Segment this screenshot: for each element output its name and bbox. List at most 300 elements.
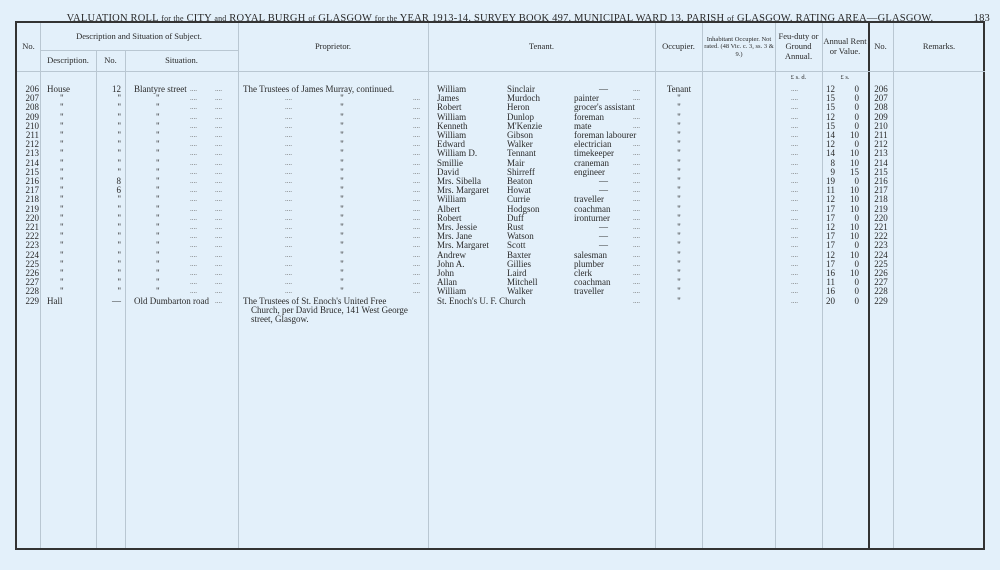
dots: .... <box>285 223 292 231</box>
num-cell: " <box>117 286 121 297</box>
description-cell: " <box>60 139 64 150</box>
table-row <box>17 205 987 214</box>
dots: .... <box>413 158 420 167</box>
dots: .... <box>215 94 222 103</box>
num-cell: " <box>117 111 121 122</box>
occr-cell: " <box>677 130 681 140</box>
description-cell: " <box>60 231 64 242</box>
last-cell: Walker <box>507 286 533 297</box>
dots: .... <box>285 232 292 241</box>
dots: .... <box>791 149 798 158</box>
s-cell: 0 <box>854 84 859 94</box>
proprietor-continuation: street, Glasgow. <box>251 314 309 324</box>
dots: .... <box>190 204 197 213</box>
dots: .... <box>633 94 640 103</box>
first-cell: William <box>437 286 467 297</box>
occ-cell: mate <box>574 120 592 131</box>
table-row <box>17 232 987 241</box>
s-cell: 10 <box>850 185 859 196</box>
l-cell: 17 <box>826 258 835 269</box>
proprietor-cell: " <box>340 286 344 297</box>
dots: .... <box>190 158 197 167</box>
dots: .... <box>413 287 420 296</box>
row-number-right: 220 <box>874 212 888 223</box>
num-cell: " <box>117 166 121 177</box>
occupation-cell: — <box>599 84 608 94</box>
dots: .... <box>633 250 640 259</box>
proprietor-continuation: Church, per David Bruce, 141 West George <box>251 304 408 315</box>
last-cell: Walker <box>507 139 533 150</box>
description-cell: " <box>60 286 64 297</box>
no-cell: 215 <box>25 166 39 177</box>
dots: .... <box>215 250 222 259</box>
situation-cell: " <box>156 130 160 140</box>
table-row <box>17 149 987 158</box>
last-cell: Heron <box>507 102 530 113</box>
num-cell: " <box>117 258 121 269</box>
l-cell: 16 <box>826 286 835 297</box>
row-number-right: 226 <box>874 268 888 278</box>
situation-cell: " <box>156 277 160 288</box>
header-occupier: Occupier. <box>662 41 695 52</box>
dots: .... <box>190 250 197 259</box>
header-no-right: No. <box>874 41 887 52</box>
s-cell: 10 <box>850 203 859 214</box>
dots: .... <box>413 232 420 241</box>
dots: .... <box>413 204 420 213</box>
first-cell: David <box>437 166 459 177</box>
last-cell: Scott <box>507 240 526 251</box>
last-cell: Hodgson <box>507 203 540 214</box>
l-cell: 12 <box>826 249 835 260</box>
row-number-right: 213 <box>874 148 888 159</box>
description-cell: " <box>60 176 64 186</box>
proprietor-cell: " <box>340 231 344 242</box>
last-cell: Howat <box>507 185 531 196</box>
occr-cell: " <box>677 231 681 242</box>
dots: .... <box>413 177 420 185</box>
occr-cell: " <box>677 286 681 297</box>
dots: .... <box>791 278 798 287</box>
l-cell: 12 <box>826 222 835 232</box>
dots: .... <box>791 287 798 296</box>
situation-cell: " <box>156 176 160 186</box>
table-row <box>17 241 987 250</box>
last-cell: Dunlop <box>507 111 534 122</box>
first-cell: William <box>437 194 467 205</box>
occr-cell: " <box>677 166 681 177</box>
no-cell: 221 <box>25 222 39 232</box>
row-number-right: 207 <box>874 93 888 104</box>
num-cell: — <box>112 295 121 306</box>
dots: .... <box>285 167 292 176</box>
dots: .... <box>285 287 292 296</box>
proprietor-cell: " <box>340 157 344 168</box>
l-cell: 17 <box>826 231 835 242</box>
no-cell: 214 <box>25 157 39 168</box>
no-cell: 206 <box>25 84 39 94</box>
dots: .... <box>413 259 420 268</box>
num-cell: " <box>117 212 121 223</box>
no-cell: 219 <box>25 203 39 214</box>
no-cell: 216 <box>25 176 39 186</box>
l-cell: 14 <box>826 130 835 140</box>
table-row <box>17 214 987 223</box>
dots: .... <box>413 278 420 287</box>
table-row <box>17 223 987 232</box>
dots: .... <box>215 158 222 167</box>
description-cell: " <box>60 130 64 140</box>
situation-cell: " <box>156 185 160 196</box>
proprietor-cell: " <box>340 93 344 104</box>
dots: .... <box>791 259 798 268</box>
dots: .... <box>413 269 420 277</box>
occupation-cell: — <box>599 185 608 196</box>
rent-units: £ s. <box>840 73 850 81</box>
no-cell: 228 <box>25 286 39 297</box>
table-row <box>17 159 987 168</box>
dots: .... <box>215 223 222 231</box>
num-cell: " <box>117 148 121 159</box>
header-annual-rent: Annual Rent or Value. <box>823 36 867 56</box>
dots: .... <box>413 213 420 222</box>
last-cell: Rust <box>507 222 524 232</box>
occ-cell: foreman <box>574 111 604 122</box>
occr-cell: " <box>677 111 681 122</box>
dots: .... <box>215 269 222 277</box>
dots: .... <box>190 112 197 121</box>
dots: .... <box>791 204 798 213</box>
dots: .... <box>285 259 292 268</box>
dots: .... <box>791 140 798 149</box>
dots: .... <box>633 213 640 222</box>
num-cell: " <box>117 203 121 214</box>
num-cell: " <box>117 157 121 168</box>
s-cell: 0 <box>854 240 859 251</box>
table-row <box>17 122 987 131</box>
header-tenant: Tenant. <box>528 41 555 52</box>
no-cell: 210 <box>25 120 39 131</box>
s-cell: 0 <box>854 286 859 297</box>
row-number-right: 228 <box>874 286 888 297</box>
table-row <box>17 140 987 149</box>
num-cell: " <box>117 120 121 131</box>
dots: .... <box>285 278 292 287</box>
num-cell: " <box>117 102 121 113</box>
situation-cell: " <box>156 111 160 122</box>
dots: .... <box>633 195 640 204</box>
proprietor-cell: " <box>340 249 344 260</box>
situation-cell: " <box>156 203 160 214</box>
last-cell: M'Kenzie <box>507 120 543 131</box>
dots: .... <box>413 223 420 231</box>
desc-cell: House <box>47 84 70 94</box>
description-cell: " <box>60 102 64 113</box>
table-row <box>17 177 987 186</box>
occ-cell: salesman <box>574 249 607 260</box>
l-cell: 15 <box>826 102 835 113</box>
dots: .... <box>791 296 798 305</box>
occ-cell: clerk <box>574 268 592 278</box>
row-number-right: 209 <box>874 111 888 122</box>
table-row <box>17 85 987 94</box>
situation-cell: " <box>156 249 160 260</box>
no-cell: 225 <box>25 258 39 269</box>
occr-cell: " <box>677 157 681 168</box>
occ-cell: timekeeper <box>574 148 614 159</box>
first-cell: Smillie <box>437 157 464 168</box>
header-description-group: Description and Situation of Subject. <box>76 30 202 41</box>
dots: .... <box>215 149 222 158</box>
proprietor-cell: " <box>340 258 344 269</box>
num-cell: 12 <box>112 84 121 94</box>
dots: .... <box>633 204 640 213</box>
no-cell: 212 <box>25 139 39 150</box>
dots: .... <box>215 195 222 204</box>
dots: .... <box>413 149 420 158</box>
num-cell: 8 <box>116 176 121 186</box>
dots: .... <box>791 85 798 93</box>
proprietor-cell: " <box>340 212 344 223</box>
occ-cell: plumber <box>574 258 604 269</box>
occ-cell: craneman <box>574 157 609 168</box>
s-cell: 0 <box>854 212 859 223</box>
dots: .... <box>215 232 222 241</box>
last-cell: Shirreff <box>507 166 535 177</box>
l-cell: 11 <box>826 277 835 288</box>
occr-cell: " <box>677 249 681 260</box>
last-cell: Mitchell <box>507 277 538 288</box>
dots: .... <box>413 94 420 103</box>
s-cell: 10 <box>850 157 859 168</box>
first-cell: Mrs. Margaret <box>437 185 489 196</box>
dots: .... <box>791 186 798 195</box>
table-row <box>17 269 987 278</box>
description-cell: " <box>60 148 64 159</box>
occr-cell: " <box>677 139 681 150</box>
situation-cell: " <box>156 194 160 205</box>
occr-cell: " <box>677 258 681 269</box>
dots: .... <box>285 213 292 222</box>
row-number-right: 223 <box>874 240 888 251</box>
dots: .... <box>190 103 197 112</box>
dots: .... <box>633 140 640 149</box>
first-cell: John A. <box>437 258 465 269</box>
dots: .... <box>791 213 798 222</box>
header-inhabitant-occupier: Inhabitant Occupier. Not rated. (48 Vic. c. 3, ss. 3 & 9.) <box>704 35 774 58</box>
first-cell: Mrs. Jessie <box>437 222 477 232</box>
dots: .... <box>285 140 292 149</box>
table-row <box>17 260 987 269</box>
occr-cell: " <box>677 120 681 131</box>
l-cell: 19 <box>826 176 835 186</box>
desc-cell: Hall <box>47 295 63 306</box>
dots: .... <box>215 278 222 287</box>
table-row <box>17 195 987 204</box>
dots: .... <box>215 103 222 112</box>
s-cell: 10 <box>850 194 859 205</box>
dots: .... <box>633 158 640 167</box>
proprietor-cell: " <box>340 139 344 150</box>
dots: .... <box>413 121 420 130</box>
l-cell: 12 <box>826 194 835 205</box>
occr-cell: " <box>677 203 681 214</box>
description-cell: " <box>60 120 64 131</box>
description-cell: " <box>60 166 64 177</box>
first-cell: Mrs. Margaret <box>437 240 489 251</box>
sit-cell: Blantyre street <box>134 84 187 94</box>
occ-cell: traveller <box>574 286 604 297</box>
description-cell: " <box>60 222 64 232</box>
table-row <box>17 168 987 177</box>
last-cell: Sinclair <box>507 84 535 94</box>
last-cell: Watson <box>507 231 534 242</box>
dots: .... <box>285 269 292 277</box>
dots: .... <box>413 131 420 139</box>
table-row <box>17 251 987 260</box>
row-number-right: 224 <box>874 249 888 260</box>
s-cell: 0 <box>854 295 859 306</box>
table-row <box>17 103 987 112</box>
dots: .... <box>791 167 798 176</box>
occr-cell: " <box>677 176 681 186</box>
row-number-right: 206 <box>874 84 888 94</box>
description-cell: " <box>60 258 64 269</box>
description-cell: " <box>60 268 64 278</box>
header-description: Description. <box>47 54 89 65</box>
dots: .... <box>285 186 292 195</box>
header-number: No. <box>104 54 117 65</box>
dots: .... <box>285 177 292 185</box>
no-cell: 209 <box>25 111 39 122</box>
situation-cell: " <box>156 268 160 278</box>
row-number-right: 229 <box>874 295 888 306</box>
table-row <box>17 131 987 140</box>
dots: .... <box>413 250 420 259</box>
dots: .... <box>791 112 798 121</box>
dots: .... <box>190 149 197 158</box>
occr-cell: " <box>677 148 681 159</box>
dots: .... <box>633 278 640 287</box>
situation-cell: " <box>156 212 160 223</box>
occr-cell: " <box>677 185 681 196</box>
description-cell: " <box>60 93 64 104</box>
situation-cell: " <box>156 240 160 251</box>
occr-cell: " <box>677 277 681 288</box>
row-number-right: 219 <box>874 203 888 214</box>
situation-cell: " <box>156 286 160 297</box>
occr-cell: " <box>677 295 681 306</box>
dots: .... <box>413 195 420 204</box>
header-no: No. <box>22 41 35 52</box>
dots: .... <box>215 177 222 185</box>
dots: .... <box>633 85 640 93</box>
occr-cell: Tenant <box>666 84 692 94</box>
dots: .... <box>190 85 197 93</box>
first-cell: Mrs. Jane <box>437 231 472 242</box>
dots: .... <box>791 241 798 250</box>
dots: .... <box>190 278 197 287</box>
proprietor-cell: " <box>340 194 344 205</box>
dots: .... <box>215 259 222 268</box>
row-number-right: 212 <box>874 139 888 150</box>
row-number-right: 221 <box>874 222 888 232</box>
dots: .... <box>633 259 640 268</box>
dots: .... <box>215 296 222 305</box>
l-cell: 9 <box>830 166 835 177</box>
first-cell: James <box>437 93 459 104</box>
situation-cell: " <box>156 157 160 168</box>
proprietor-cell: The Trustees of James Murray, continued. <box>243 84 395 94</box>
proprietor-cell: " <box>340 148 344 159</box>
first-cell: Albert <box>437 203 460 214</box>
dots: .... <box>413 103 420 112</box>
s-cell: 10 <box>850 222 859 232</box>
num-cell: " <box>117 249 121 260</box>
occ-cell: electrician <box>574 139 612 150</box>
first-cell: John <box>437 268 455 278</box>
last-cell: Murdoch <box>507 93 540 104</box>
l-cell: 17 <box>826 240 835 251</box>
first-cell: William <box>437 84 467 94</box>
no-cell: 213 <box>25 148 39 159</box>
first-cell: Edward <box>437 139 465 150</box>
s-cell: 10 <box>850 130 859 140</box>
last-cell: Mair <box>507 157 525 168</box>
proprietor-cell: " <box>340 176 344 186</box>
dots: .... <box>215 204 222 213</box>
s-cell: 0 <box>854 277 859 288</box>
dots: .... <box>215 131 222 139</box>
dots: .... <box>285 250 292 259</box>
no-cell: 229 <box>25 295 39 306</box>
situation-cell: " <box>156 222 160 232</box>
no-cell: 224 <box>25 249 39 260</box>
s-cell: 0 <box>854 102 859 113</box>
proprietor-cell: " <box>340 166 344 177</box>
row-number-right: 211 <box>874 130 888 140</box>
s-cell: 0 <box>854 111 859 122</box>
page-number: 183 <box>973 13 990 24</box>
header-remarks: Remarks. <box>922 41 956 52</box>
l-cell: 16 <box>826 268 835 278</box>
situation-cell: " <box>156 231 160 242</box>
dots: .... <box>190 232 197 241</box>
dots: .... <box>190 167 197 176</box>
last-cell: Gibson <box>507 130 534 140</box>
occ-cell: coachman <box>574 277 611 288</box>
situation-cell: " <box>156 120 160 131</box>
l-cell: 8 <box>830 157 835 168</box>
first-cell: St. Enoch's U. F. Church <box>437 295 526 306</box>
s-cell: 0 <box>854 120 859 131</box>
dots: .... <box>633 149 640 158</box>
dots: .... <box>190 140 197 149</box>
dots: .... <box>190 259 197 268</box>
l-cell: 17 <box>826 203 835 214</box>
first-cell: Robert <box>437 102 462 113</box>
dots: .... <box>633 232 640 241</box>
dots: .... <box>633 167 640 176</box>
num-cell: " <box>117 268 121 278</box>
row-number-right: 208 <box>874 102 888 113</box>
row-number-right: 214 <box>874 157 888 168</box>
dots: .... <box>413 186 420 195</box>
occ-cell: painter <box>574 93 599 104</box>
dots: .... <box>633 112 640 121</box>
dots: .... <box>413 167 420 176</box>
no-cell: 208 <box>25 102 39 113</box>
